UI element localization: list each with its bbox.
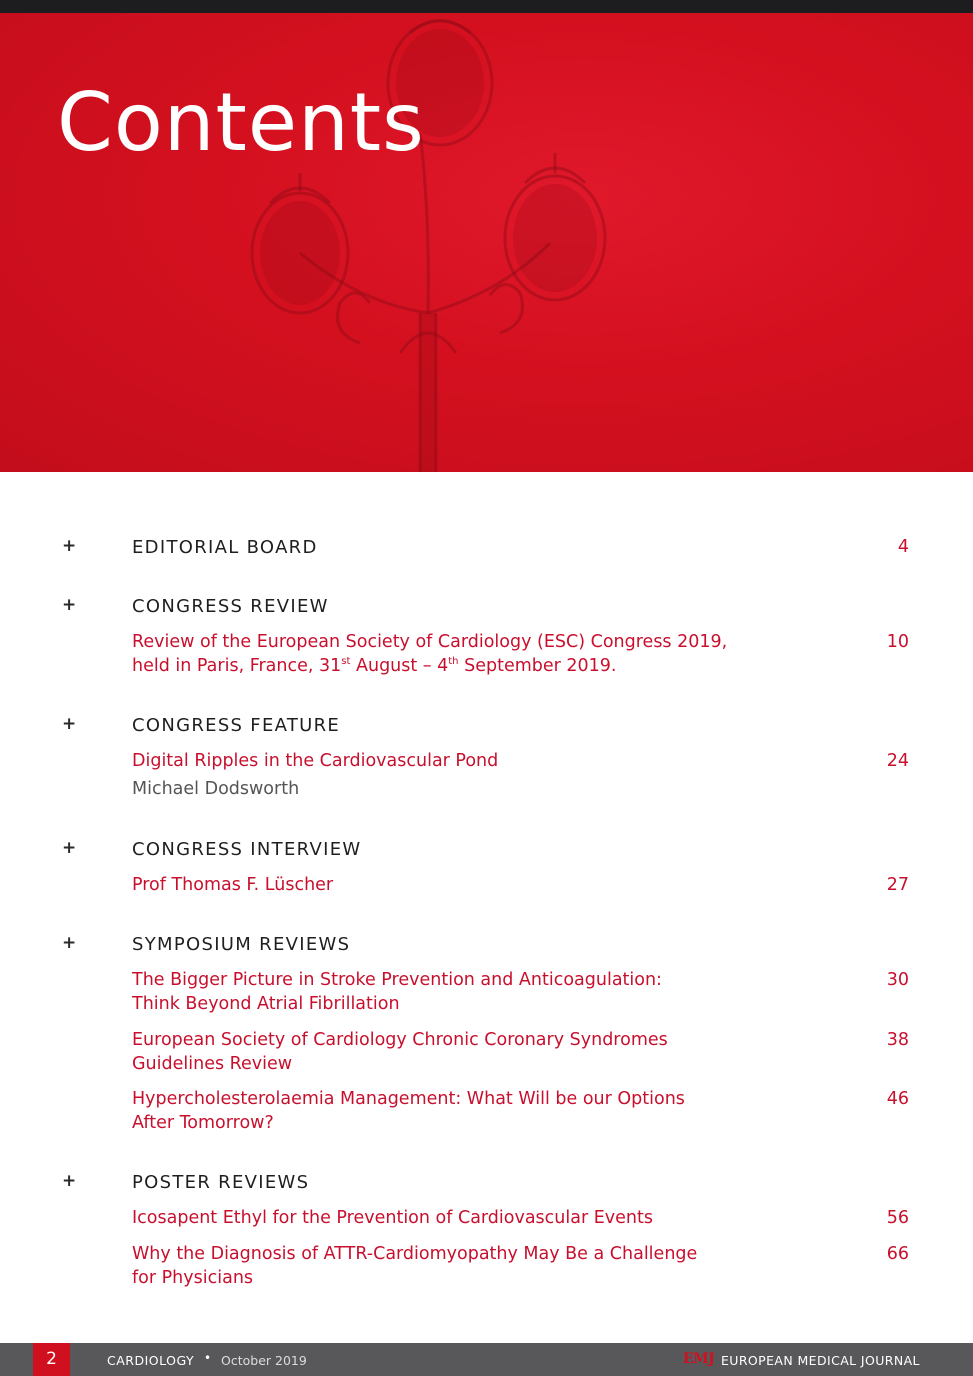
page-number[interactable]: 66 <box>886 1244 909 1264</box>
footer-page-number: 2 <box>33 1343 70 1376</box>
section-heading-symposium-reviews: SYMPOSIUM REVIEWS <box>132 934 351 955</box>
toc-entry-luscher-interview[interactable] <box>132 873 822 897</box>
entry-title-line: for Physicians <box>132 1268 254 1288</box>
page-number[interactable]: 38 <box>886 1030 909 1050</box>
top-dark-bar <box>0 0 973 13</box>
toc-entry-hypercholesterolaemia[interactable] <box>132 1087 822 1135</box>
section-marker: + <box>62 1171 77 1191</box>
section-heading-congress-interview: CONGRESS INTERVIEW <box>132 839 362 860</box>
page-number[interactable]: 24 <box>886 751 909 771</box>
toc-entry-chronic-coronary-syndromes[interactable] <box>132 1028 822 1076</box>
entry-title-line: Hypercholesterolaemia Management: What Will be our Options <box>132 1089 685 1109</box>
section-heading-congress-feature: CONGRESS FEATURE <box>132 715 341 736</box>
entry-title-line: The Bigger Picture in Stroke Prevention and Anticoagulation: <box>132 970 662 990</box>
toc-entry-stroke-prevention[interactable] <box>132 968 822 1016</box>
entry-title-line: Review of the European Society of Cardiology (ESC) Congress 2019, <box>132 632 728 652</box>
footer-issue-date: October 2019 <box>221 1353 307 1368</box>
page-number[interactable]: 27 <box>886 875 909 895</box>
page-footer <box>0 1343 973 1376</box>
entry-title-line: Why the Diagnosis of ATTR-Cardiomyopathy May Be a Challenge <box>132 1244 698 1264</box>
entry-title-line: Think Beyond Atrial Fibrillation <box>132 994 400 1014</box>
entry-title-line: Digital Ripples in the Cardiovascular Pond <box>132 751 499 771</box>
section-marker: + <box>62 536 77 556</box>
entry-title-line: held in Paris, France, 31st August – 4th September 2019. <box>132 656 617 676</box>
section-marker: + <box>62 933 77 953</box>
page-number[interactable]: 4 <box>897 537 909 557</box>
toc-entry-attr-cardiomyopathy[interactable] <box>132 1242 822 1290</box>
toc-entry-digital-ripples[interactable] <box>132 749 822 773</box>
page-number[interactable]: 10 <box>886 632 909 652</box>
entry-title-line: Guidelines Review <box>132 1054 293 1074</box>
header-banner <box>0 13 973 472</box>
entry-title-line: European Society of Cardiology Chronic Coronary Syndromes <box>132 1030 668 1050</box>
page-number[interactable]: 30 <box>886 970 909 990</box>
entry-title-line: Icosapent Ethyl for the Prevention of Cardiovascular Events <box>132 1208 653 1228</box>
section-marker: + <box>62 838 77 858</box>
emj-logo: EMJ <box>683 1351 715 1367</box>
section-heading-poster-reviews: POSTER REVIEWS <box>132 1172 310 1193</box>
footer-section-name: CARDIOLOGY <box>107 1353 195 1368</box>
section-heading-editorial-board: EDITORIAL BOARD <box>132 537 318 558</box>
entry-author: Michael Dodsworth <box>132 779 300 799</box>
footer-journal-name: EUROPEAN MEDICAL JOURNAL <box>721 1353 920 1368</box>
page-title: Contents <box>57 76 425 169</box>
toc-entry-esc-congress-review[interactable] <box>132 630 822 678</box>
footer-separator: • <box>204 1351 212 1365</box>
section-marker: + <box>62 714 77 734</box>
page-number[interactable]: 46 <box>886 1089 909 1109</box>
section-marker: + <box>62 595 77 615</box>
section-heading-congress-review: CONGRESS REVIEW <box>132 596 329 617</box>
entry-title-line: After Tomorrow? <box>132 1113 274 1133</box>
toc-entry-icosapent-ethyl[interactable] <box>132 1206 822 1230</box>
page-number[interactable]: 56 <box>886 1208 909 1228</box>
entry-title-line: Prof Thomas F. Lüscher <box>132 875 334 895</box>
